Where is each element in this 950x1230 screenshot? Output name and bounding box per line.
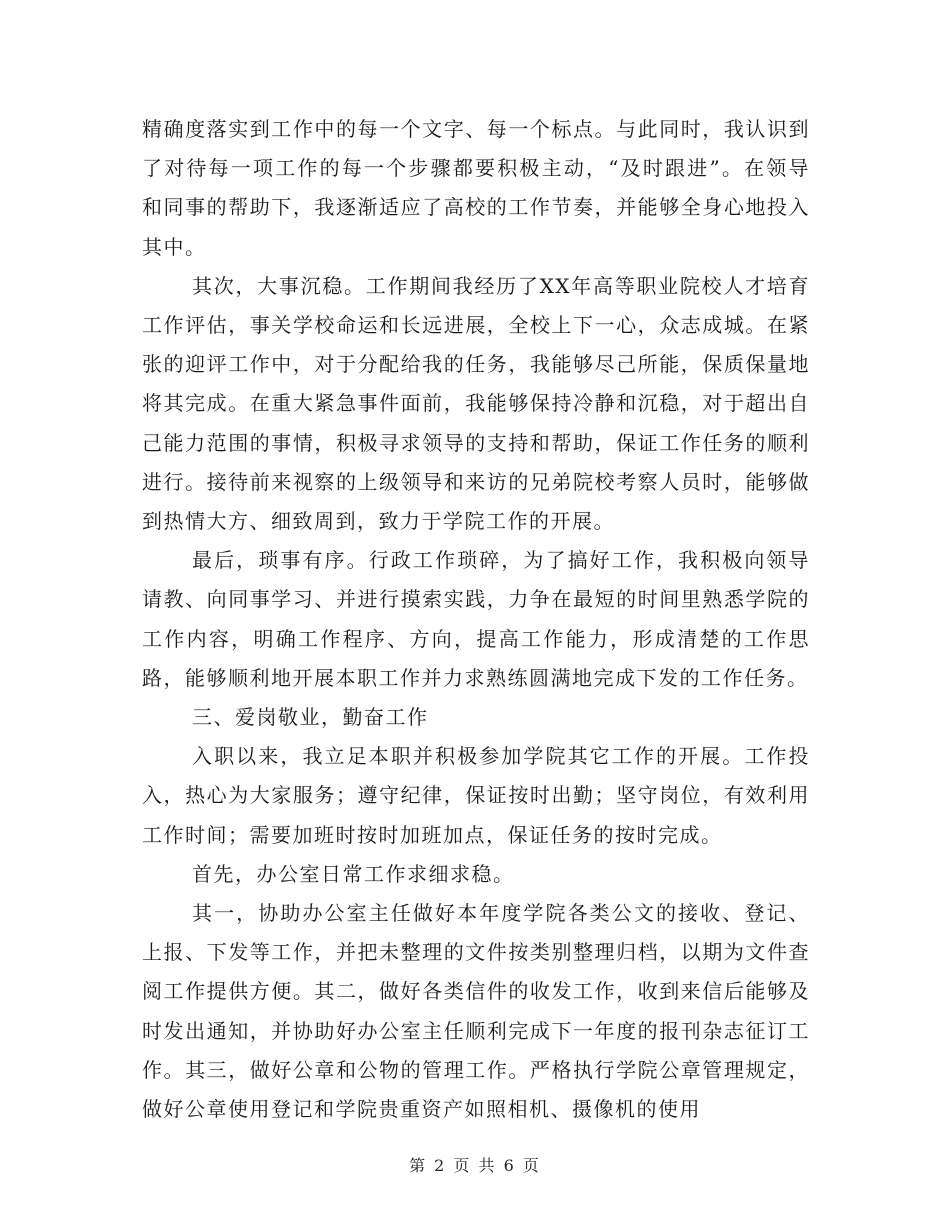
- page-number-footer: 第 2 页 共 6 页: [409, 1156, 541, 1175]
- section-heading-3: 三、爱岗敬业，勤奋工作: [192, 705, 429, 730]
- paragraph-2: 其次，大事沉稳。工作期间我经历了XX年高等职业院校人才培育工作评估，事关学校命运和长远进展，全校上下一心，众志成城。在紧张的迎评工作中，对于分配给我的任务，我能够尽己所能，保质保量地将其完成。在重大紧急事件面前，我能够保持冷静和沉稳，对于超出自己能力范围的事情，积极寻求领导的支持和帮助，保证工作任务的顺利进行。接待前来视察的上级领导和来访的兄弟院校考察人员时，能够做到热情大方、细致周到，致力于学院工作的开展。: [142, 273, 810, 534]
- paragraph-4: 入职以来，我立足本职并积极参加学院其它工作的开展。工作投入，热心为大家服务；遵守纪律，保证按时出勤；坚守岗位，有效利用工作时间；需要加班时按时加班加点，保证任务的按时完成。: [142, 744, 810, 847]
- document-body: [142, 110, 810, 1129]
- paragraph-5: 首先，办公室日常工作求细求稳。: [192, 861, 515, 886]
- paragraph-1: 精确度落实到工作中的每一个文字、每一个标点。与此同时，我认识到了对待每一项工作的每一个步骤都要积极主动，“及时跟进”。在领导和同事的帮助下，我逐渐适应了高校的工作节奏，并能够全身心地投入其中。: [142, 117, 810, 259]
- paragraph-6: 其一，协助办公室主任做好本年度学院各类公文的接收、登记、上报、下发等工作，并把未整理的文件按类别整理归档，以期为文件查阅工作提供方便。其二，做好各类信件的收发工作，收到来信后能够及时发出通知，并协助好办公室主任顺利完成下一年度的报刊杂志征订工作。其三，做好公章和公物的管理工作。严格执行学院公章管理规定，做好公章使用登记和学院贵重资产如照相机、摄像机的使用: [142, 901, 810, 1122]
- paragraph-3: 最后，琐事有序。行政工作琐碎，为了搞好工作，我积极向领导请教、向同事学习、并进行摸索实践，力争在最短的时间里熟悉学院的工作内容，明确工作程序、方向，提高工作能力，形成清楚的工作思路，能够顺利地开展本职工作并力求熟练圆满地完成下发的工作任务。: [142, 548, 810, 690]
